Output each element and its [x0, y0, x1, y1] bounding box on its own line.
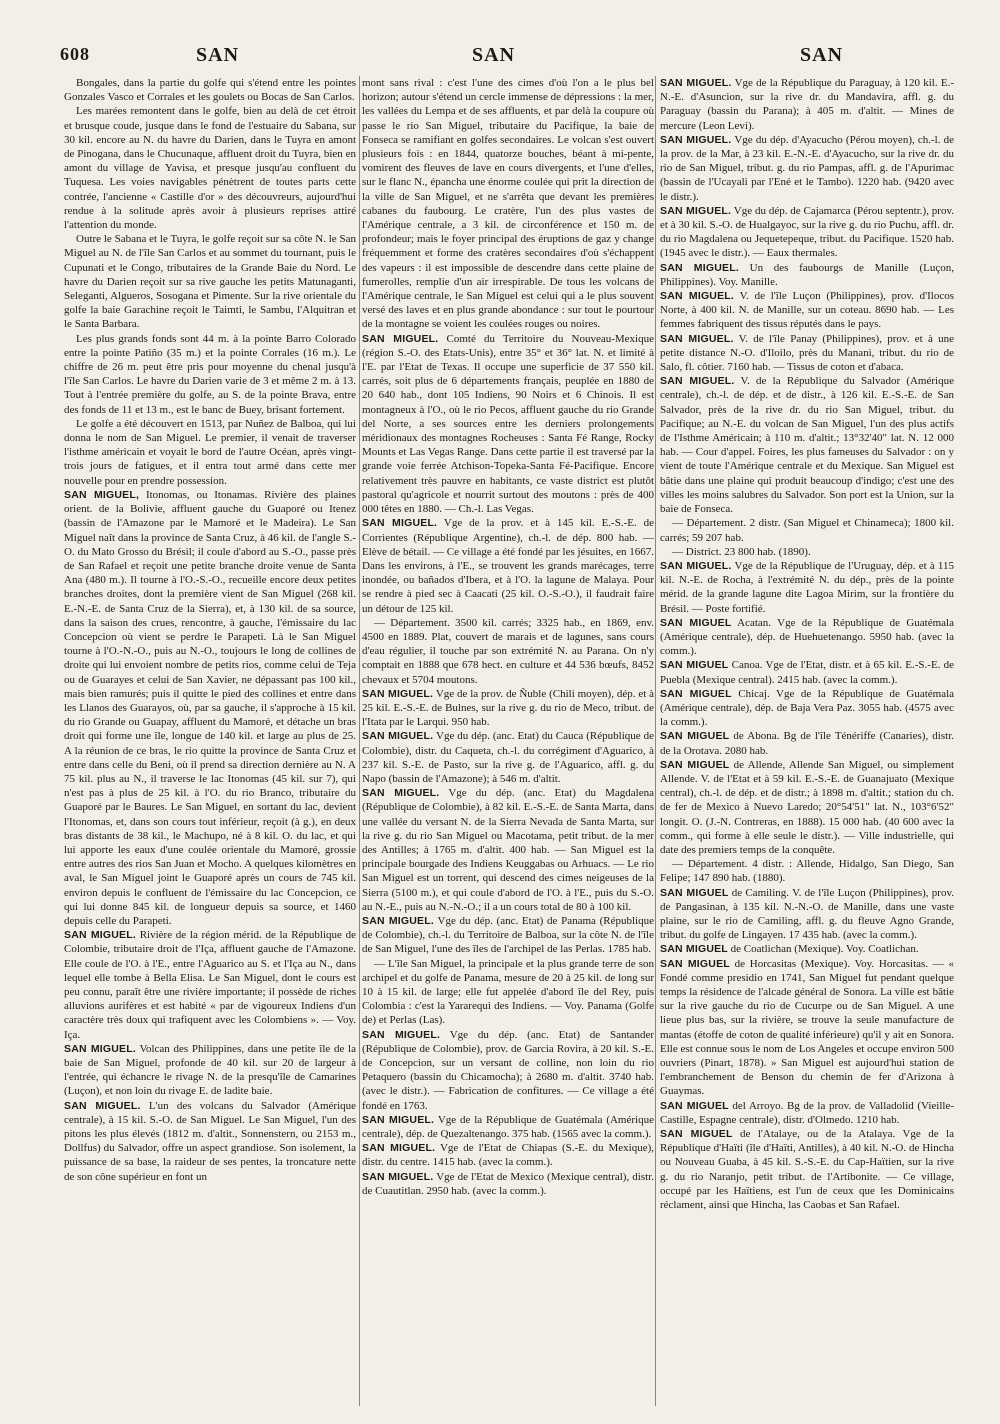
paragraph-text: — Département. 4 distr. : Allende, Hidalgo, San Diego, San Felipe; 147 890 hab. (1880). — [660, 858, 954, 885]
dictionary-entry — [362, 1113, 654, 1141]
entry-headword: SAN MIGUEL. — [362, 730, 434, 743]
text-paragraph — [362, 957, 654, 1028]
entry-headword: SAN MIGUEL — [660, 943, 728, 956]
page-number: 608 — [60, 44, 90, 64]
dictionary-entry — [362, 516, 654, 615]
dictionary-entry — [64, 488, 356, 928]
text-paragraph — [660, 516, 954, 544]
dictionary-entry — [660, 559, 954, 616]
entry-headword: SAN MIGUEL — [660, 616, 732, 629]
dictionary-entry — [660, 658, 954, 686]
dictionary-entry — [660, 76, 954, 133]
dictionary-entry — [362, 914, 654, 957]
entry-text: Vge du dép. (anc. Etat) du Magdalena (République de Colombie), à 82 kil. E.-S.-E. de Santa Marta, dans une vallée du versant N. de la Sierra Nevada de Santa Marta, sur la rive g. du rio San Miguel ou Macotama, petit tribut. de la mer des Antilles; à 1765 m. d'altit. 400 hab. — San Miguel est la principale bourgade des Indiens Keuggabas ou Arhuacs. — Le rio San Miguel est un torrent, qui descend des cimes neigeuses de la Sierra (5100 m.), et qui coule d'abord de l'O. à l'E., puis du S.-O. au N.-E., puis au N.-N.-O.; il a un cours total de 80 à 100 kil. — [362, 787, 654, 913]
dictionary-entry — [660, 374, 954, 516]
entry-text: Acatan. Vge de la République de Guatémala (Amérique centrale), dép. de Huehuetenango. 5950 hab. (avec la comm.). — [660, 616, 954, 658]
entry-headword: SAN MIGUEL — [660, 1128, 733, 1141]
entry-headword: SAN MIGUEL — [660, 957, 730, 970]
entry-headword: SAN MIGUEL — [660, 730, 730, 743]
entry-text: Un des faubourgs de Manille (Luçon, Philippines). Voy. Manille. — [660, 261, 954, 288]
entry-text: Vge de l'Etat de Mexico (Mexique central), distr. de Cuautitlan. 2950 hab. (avec la comm.). — [362, 1170, 654, 1197]
entry-headword: SAN MIGUEL. — [362, 517, 438, 530]
entry-text: de Horcasitas (Mexique). Voy. Horcasitas. — « Fondé comme presidio en 1741, San Miguel fut pendant quelque temps la résidence de l'alcade général de Sonora. La ville est bâtie sur la rive gauche du rio de Cucurpe ou de San Miguel. A une lieue plus bas, sur la rivière, se trouve la seule manufacture de mantas (étoffe de coton de qualité inférieure) qu'il y ait en Sonora. Elle est connue sous le nom de Los Angeles et occupe environ 500 ouvriers (Pinart, 1878). » San Miguel est aujourd'hui station de l'embranchement de Benson du chemin de fer d'Arizona à Guaymas. — [660, 957, 954, 1098]
text-paragraph — [64, 332, 356, 417]
paragraph-text: Les marées remontent dans le golfe, bien au delà de cet étroit et brusque coude, jusque dans le fond de l'estuaire du Sabana, sur 30 kil. encore au N. du havre du Darien, dans le Tuyra en amont de Pinogana, dans le Chucunaque, affluent droit du Tuyra, bien en amont du village de Yavisa, et presque jusqu'au confluent du Tuquesa. Les voies navigables pénètrent de toutes parts cette contrée, l'ancienne « Castille d'or » des découvreurs, aujourd'hui rendue à la solitude après avoir à plusieurs reprises attiré l'attention du monde. — [64, 105, 356, 232]
entry-text: Itonomas, ou Itonamas. Rivière des plaines orient. de la Bolivie, affluent gauche du Guaporé ou Itenez (bassin de l'Amazone par le Mamoré et le Madeira). Le San Miguel naît dans la province de Santa Cruz, à 46 kil. de l'angle S.-O. du Mato Grosso du Brésil; il coule d'abord au S.-O., passe près de San Rafael et reçoit une petite branche droite venue de Santa Ana (480 m.). Il tourne à l'O.-S.-O., recueille encore deux petites branches droites, dont la première vient de San Miguel (268 kil. E.-N.-E. de Santa Cruz de la Sierra), et, à 130 kil. de sa source, dans la saison des crues, rencontre, à gauche, l'émissaire du lac Concepcion où vient se perdre le Parapeti. Là le San Miguel tourne à l'O.-N.-O., puis au N.-O., toujours le long de collines de droite qui lui envoient nombre de petits rios, comme celui de Teja ou de Guarayes et celui de San Xavier, ne dépassant pas 100 kil., mais bien ramurés; puis il quitte le pied des collines et entre dans les Llanos des Guarayos, où, par sa gauche, il s'approche à 15 kil. du rio Grande ou Guapay, affluent du Mamoré, et détache un bras droit qui forme une île, longue de 140 kil. et large au plus de 25. A la réunion de ce bras, le rio quitte la province de Santa Cruz et entre dans celle du Beni, où il prend sa direction dernière au N. A 75 kil. plus au N., il traverse le lac Itonomas (45 kil. sur 7), qui n'est pas à plus de 25 kil. à l'O. du rio Branco, tributaire du Guaporé par le Baures. Le San Miguel, en sortant du lac, devient l'Itonomas, et, dans son cours tout inférieur, reçoit (à g.), en deux bras distants de 38 kil., le Machupo, né à 8 kil. O. du lac, et qui lui apporte les eaux d'une coulée orientale du Mamoré, grossie entre autres des rios San Juan et Mocho. A quelques kilomètres en aval, le San Miguel joint le Guaporé après un cours de 745 kil. environ depuis le confluent de l'émissaire du lac Concepcion, ce qui lui donne 845 kil. de longueur depuis sa source, et 1460 depuis celle du Parapeti. — [64, 488, 356, 927]
column-rule-1 — [359, 76, 360, 1406]
paragraph-text: — Département. 2 distr. (San Miguel et Chinameca); 1800 kil. carrés; 59 207 hab. — [660, 517, 954, 544]
entry-text: Vge de la République du Paraguay, à 120 kil. E.-N.-E. d'Asuncion, sur la rive dr. du Mandavira, affl. g. du Paraguay (bassin du Parana); à 405 m. d'altit. — Mines de mercure (Leon Levi). — [660, 77, 954, 132]
dictionary-entry — [64, 1042, 356, 1099]
dictionary-entry — [64, 1099, 356, 1184]
dictionary-entry — [362, 687, 654, 730]
text-column-2 — [362, 76, 654, 1416]
dictionary-entry — [660, 729, 954, 757]
entry-text: Vge du dép. de Cajamarca (Pérou septentr.), prov. et à 30 kil. S.-O. de Hualgayoc, sur la rive g. du rio Puchu, affl. dr. du rio Magdalena ou Jequetepeque, tribut. du Pacifique. 1520 hab. (1945 avec le distr.). — Eaux thermales. — [660, 204, 954, 260]
paragraph-text: Bongales, dans la partie du golfe qui s'étend entre les pointes Gonzales Vasco et Corrales et les goulets ou Bocas de San Carlos. — [64, 77, 356, 104]
entry-headword: SAN MIGUEL. — [64, 1099, 141, 1112]
dictionary-entry — [660, 957, 954, 1099]
dictionary-entry — [660, 616, 954, 659]
entry-headword: SAN MIGUEL — [660, 886, 729, 899]
dictionary-entry — [362, 1141, 654, 1169]
entry-text: Comté du Territoire du Nouveau-Mexique (région S.-O. des Etats-Unis), entre 35° et 36° lat. N. et limité à l'E. par l'Etat de Texas. Il occupe une superficie de 37 550 kil. carrés, soit plus de 6 départements français, peuplée en 1880 de 20 640 hab., dont 105 Indiens, 90 Noirs et 6 Chinois. Il est montagneux à l'O., où le rio Pecos, affluent gauche du rio Grande del Norte, a ses sources entre les derniers prolongements méridionaux des montagnes Rocheuses : Santa Fé Range, Rocky Mounts et Las Vegas Range. Dans cette partie il est traversé par la grande voie ferrée Atchison-Topeka-Santa Fé-Pacifique. Encore relativement très pauvre en habitants, ce vaste district est plutôt pastoral qu'agricole et nourrit surtout des moutons : près de 400 000 têtes en 1880. — Ch.-l. Las Vegas. — [362, 332, 654, 516]
paragraph-text: — District. 23 800 hab. (1890). — [672, 545, 811, 558]
entry-headword: SAN MIGUEL — [660, 758, 730, 771]
entry-text: V. de la République du Salvador (Amérique centrale), ch.-l. de dép. et de distr., à 126 kil. E.-S.-E. de San Salvador, près de la rive dr. du rio San Miguel, tribut. du Pacifique; au N.-E. du volcan de San Miguel, l'un des plus actifs de l'Isthme Américain; à 110 m. d'altit.; 13°32'40" lat. N. 12 000 hab. — Cour d'appel. Foires, les plus fameuses du Salvador : on y vient de toute l'Amérique centrale et du Mexique. San Miguel est bâtie dans une plaine qui produit beaucoup d'indigo; c'est une des villes les moins salubres du Salvador. Son port est la Union, sur la baie de Fonseca. — [660, 375, 954, 516]
entry-headword: SAN MIGUEL. — [362, 332, 439, 345]
dictionary-entry — [660, 1127, 954, 1212]
entry-headword: SAN MIGUEL. — [660, 290, 735, 303]
entry-headword: SAN MIGUEL. — [362, 687, 434, 700]
dictionary-entry — [660, 942, 954, 956]
entry-text: L'un des volcans du Salvador (Amérique centrale), à 15 kil. S.-O. de San Miguel. Le San Miguel, l'un des pitons les plus élevés (1812 m. d'altit., Sonnenstern, ou 2153 m., Dollfus) du Salvador, offre un aspect grandiose. Son isolement, la puissance de sa base, la raideur de ses pentes, la troncature nette de son cône supérieur en font un — [64, 1099, 356, 1183]
entry-text: de Camiling. V. de l'île Luçon (Philippines), prov. de Pangasinan, à 135 kil. N.-N.-O. de Manille, dans une vaste plaine, sur le rio de Camiling, affl. g. du fleuve Agno Grande, tribut. du golfe de Lingayen. 17 435 hab. (avec la comm.). — [660, 886, 954, 942]
entry-text: Vge de l'Etat de Chiapas (S.-E. du Mexique), distr. du centre. 1415 hab. (avec la comm.). — [362, 1142, 654, 1169]
entry-headword: SAN MIGUEL, — [64, 488, 140, 501]
dictionary-entry — [660, 261, 954, 289]
entry-text: de Abona. Bg de l'île Ténériffe (Canaries), distr. de la Orotava. 2080 hab. — [660, 730, 954, 757]
entry-headword: SAN MIGUEL. — [660, 375, 735, 388]
entry-headword: SAN MIGUEL — [660, 659, 729, 672]
entry-text: Vge du dép. (anc. Etat) du Cauca (République de Colombie), distr. du Caqueta, ch.-l. du corrégiment d'Aguarico, à 237 kil. S.-E. de Pasto, sur la rive g. de l'Aguarico, affl. g. du Napo (bassin de l'Amazone); à 546 m. d'altit. — [362, 730, 654, 785]
entry-headword: SAN MIGUEL. — [362, 1028, 441, 1041]
entry-headword: SAN MIGUEL. — [64, 1042, 136, 1055]
entry-text: V. de l'île Panay (Philippines), prov. et à une petite distance N.-O. d'Iloilo, près du Manani, tribut. du rio de Salo, fl. côtier. 7160 hab. — Tissus de coton et d'abaca. — [660, 332, 954, 374]
entry-text: de Coatlichan (Mexique). Voy. Coatlichan. — [730, 943, 919, 956]
text-paragraph — [362, 76, 654, 332]
dictionary-entry — [660, 1099, 954, 1127]
entry-headword: SAN MIGUEL. — [660, 77, 732, 89]
column-rule-2 — [655, 76, 656, 1406]
running-head-center: SAN — [472, 44, 516, 66]
entry-text: Vge du dép. d'Ayacucho (Pérou moyen), ch.-l. de la prov. de la Mar, à 23 kil. E.-N.-E. d'Ayacucho, sur la rive dr. du rio de San Miguel, tribut. g. du rio Pampas, affl. g. de l'Apurimac (bassin de l'Ucayali par l'Ené et le Tambo). 1220 hab. (9420 avec le distr.). — [660, 133, 954, 203]
entry-headword: SAN MIGUEL. — [660, 133, 732, 146]
entry-text: de Allende, Allende San Miguel, ou simplement Allende. V. de l'Etat et à 59 kil. E.-S.-E. de Guanajuato (Mexique central), ch.-l. de dép. et de distr.; à 1898 m. d'altit.; station du ch. de fer de Mexico à Nuevo Laredo; 20°54'51" lat. N., 103°6'52" longit. O. (J.-N. Contreras, en 1888). 15 000 hab. (40 600 avec la comm., qui forme à elle seule le distr.). — Ville industrielle, qui date des premiers temps de la conquête. — [660, 758, 954, 856]
paragraph-text: Les plus grands fonds sont 44 m. à la pointe Barro Colorado entre la pointe Patiño (35 m.) et la pointe Corrales (16 m.). Le chiffre de 26 m. peut être pris pour moyenne du chenal jusqu'à l'île San Carlos. Le havre du Darien varie de 3 et même 2 m. à 13. Tout à l'entrée première du golfe, au S. de la pointe Brava, entre des fonds de 11 et 13 m., est le banc de Buey, brisant fortement. — [64, 332, 356, 416]
dictionary-entry — [660, 687, 954, 730]
paragraph-text: — L'île San Miguel, la principale et la plus grande terre de son archipel et du golfe de Panama, mesure de 20 à 25 kil. de long sur 10 à 15 kil. de large; elle fut appelée d'abord île del Rey, puis Colombia : c'est la Yararequi des Indiens. — Voy. Panama (Golfe de) et Perlas (Las). — [362, 957, 654, 1027]
dictionary-entry — [660, 886, 954, 943]
dictionary-entry — [660, 289, 954, 332]
dictionary-entry — [660, 133, 954, 204]
dictionary-entry — [660, 758, 954, 857]
entry-headword: SAN MIGUEL — [660, 1099, 729, 1112]
entry-headword: SAN MIGUEL. — [660, 261, 739, 274]
entry-text: Vge du dép. (anc. Etat) de Panama (République de Colombie), ch.-l. du Territoire de Balboa, sur la côte N. de l'île de San Miguel, l'une des îles de l'archipel de las Perlas. 1785 hab. — [362, 914, 654, 956]
entry-text: del Arroyo. Bg de la prov. de Valladolid (Vieille-Castille, Espagne centrale), distr. d'Olmedo. 1210 hab. — [660, 1099, 954, 1126]
entry-text: Volcan des Philippines, dans une petite île de la baie de San Miguel, profonde de 40 kil. sur 20 de largeur à l'entrée, qui échancre le rivage N. de la presqu'île de Camarines (Luçon), et non loin du rivage E. de ladite baie. — [64, 1042, 356, 1098]
entry-text: Vge de la prov. de Ñuble (Chili moyen), dép. et à 25 kil. E.-S.-E. de Bulnes, sur la rive g. du rio de Meco, tribut. de l'Itata par le Larqui. 950 hab. — [362, 687, 654, 729]
entry-text: Vge de la République de Guatémala (Amérique centrale), dép. de Quezaltenango. 375 hab. (1565 avec la comm.). — [362, 1113, 654, 1141]
entry-headword: SAN MIGUEL. — [362, 1170, 434, 1183]
running-head-right: SAN — [800, 44, 844, 66]
paragraph-text: Outre le Sabana et le Tuyra, le golfe reçoit sur sa côte N. le San Miguel au N. de l'île San Carlos et au sommet du tournant, puis le Cupunati et le Congo, tributaires de la Grande Baie du Nord. Le havre du Darien reçoit sur sa rive gauche les petits Matunaganti, Seleganti, Algueros, Sosogana et Pimente. Sur la rive orientale du golfe la baie Garachine reçoit le Taimti, le Sambu, l'Alquitran et le Santa Barbara. — [64, 233, 356, 331]
dictionary-entry — [362, 729, 654, 786]
entry-text: de l'Atalaye, ou de la Atalaya. Vge de la République d'Haïti (île d'Haïti, Antilles), à 40 kil. N.-O. de Hincha ou Nouveau Guaba, à 45 kil. S.-S.-E. du Cap-Haïtien, sur la rive g. du rio Naranjo, petit tribut. de l'Artibonite. — Ce village, occupé par les Haïtiens, est l'un de ceux que les Dominicains réclament, ainsi que Hincha, las Caobas et San Rafael. — [660, 1128, 954, 1212]
entry-headword: SAN MIGUEL. — [362, 787, 440, 800]
dictionary-entry — [660, 204, 954, 261]
text-paragraph — [64, 104, 356, 232]
text-paragraph — [660, 857, 954, 885]
dictionary-entry — [362, 1170, 654, 1198]
entry-text: Vge de la prov. et à 145 kil. E.-S.-E. de Corrientes (République Argentine), ch.-l. de dép. 800 hab. — Elève de bétail. — Ce village a été fondé par les jésuites, en 1667. Dans les environs, à l'E., se trouvent les grands marécages, terre inondée, ou bañados d'Ibera, et à l'O. la lagune de Malaya. Pour se rendre à pied sec à Caacati (25 kil. O.-S.-O.), il faudrait faire un détour de 125 kil. — [362, 517, 654, 615]
text-paragraph — [660, 545, 954, 559]
dictionary-entry — [362, 1028, 654, 1113]
paragraph-text: Le golfe a été découvert en 1513, par Nuñez de Balboa, qui lui donna le nom de San Miguel. Le premier, il venait de traverser l'isthme américain et voyait le bord de l'autre Océan, après vingt-trois jours de fatigues, et il entra tout armé dans cette mer nouvelle pour en prendre possession. — [64, 417, 356, 487]
text-paragraph — [64, 232, 356, 331]
entry-headword: SAN MIGUEL. — [660, 204, 732, 217]
running-head-left: SAN — [196, 44, 240, 66]
paragraph-text: — Département. 3500 kil. carrés; 3325 hab., en 1869, env. 4500 en 1889. Plat, couvert de marais et de lagunes, sans cours d'eau régulier, il touche par son extrémité N. au Parana. On n'y comptait en 1888 que 678 hect. en culture et 44 536 bœufs, 8452 chevaux et 5704 moutons. — [362, 616, 654, 686]
entry-headword: SAN MIGUEL. — [660, 559, 732, 572]
dictionary-entry — [64, 928, 356, 1042]
dictionary-entry — [660, 332, 954, 375]
text-paragraph — [64, 417, 356, 488]
entry-headword: SAN MIGUEL. — [660, 332, 734, 345]
entry-headword: SAN MIGUEL. — [362, 1113, 435, 1126]
paragraph-text: mont sans rival : c'est l'une des cimes d'où l'on a le plus bel horizon; autour s'étend un cercle immense de dépressions : la mer, les vallées du Lempa et de ses affluents, et par delà la coupure où passe le rio San Miguel, tributaire du Pacifique, la baie de Fonseca se ramifiant en golfes secondaires. Le volcan s'est ouvert plusieurs fois : en 1844, quatorze bouches, béant à mi-pente, vomirent des fleuves de lave en cours divergents, et l'une d'elles, sur le flanc N., épancha une énorme coulée qui prit la direction de la ville de San Miguel, et ne s'arrêta que devant les premières cabanes du faubourg. Le cratère, l'un des plus vastes de l'Amérique centrale, a 3 kil. de circonférence et 150 m. de profondeur; mais le foyer principal des éruptions de gaz y change fréquemment et forme des cratères secondaires d'où s'échappent des vapeurs : il est impossible de descendre dans cette plaine de fumerolles, remplie d'un air irrespirable. De tous les volcans de l'Amérique centrale, le San Miguel est celui qui a le plus souvent versé des laves et en plus grande abondance : sur tout le pourtour de la montagne se voient les coulées rouges ou noires. — [362, 77, 654, 331]
entry-headword: SAN MIGUEL — [660, 687, 732, 700]
dictionary-entry — [362, 786, 654, 914]
entry-text: Rivière de la région mérid. de la République de Colombie, tributaire droit de l'Iça, affluent gauche de l'Amazone. Elle coule de l'O. à l'E., entre l'Aguarico au S. et l'Iça au N., dans lequel elle tombe à Bella Elisa. Le San Miguel, dont le cours est peu connu, paraît être une rivière importante; il possède de riches alluvions aurifères et est habité « par de vigoureux Indiens d'un caractère très doux qui trafiquent avec les Colombiens ». — Voy. Iça. — [64, 929, 356, 1041]
text-column-1 — [64, 76, 356, 1416]
entry-headword: SAN MIGUEL. — [362, 1142, 436, 1155]
text-column-3 — [660, 76, 954, 1416]
entry-headword: SAN MIGUEL. — [64, 929, 136, 942]
text-paragraph — [64, 76, 356, 104]
entry-text: Vge de la République de l'Uruguay, dép. et à 115 kil. N.-E. de Rocha, à l'extrémité N. du dép., près de la pointe mérid. de la grande lagune dite Lagoa Mirim, sur la frontière du Brésil. — Poste fortifié. — [660, 559, 954, 615]
entry-text: Canoa. Vge de l'Etat, distr. et à 65 kil. E.-S.-E. de Puebla (Mexique central). 2415 hab. (avec la comm.). — [660, 659, 954, 686]
entry-text: V. de l'île Luçon (Philippines), prov. d'Ilocos Norte, à 400 kil. N. de Manille, sur un coteau. 8690 hab. — Les femmes fabriquent des tissus réputés dans le pays. — [660, 290, 954, 331]
entry-text: Vge du dép. (anc. Etat) de Santander (République de Colombie), prov. de Garcia Rovira, à 20 kil. S.-E. de Concepcion, sur un versant de colline, non loin du rio Petaquero (bassin du Chicamocha); à 2680 m. d'altit. 3740 hab. (avec le distr.). — Fabrication de confitures. — Ce village a été fondé en 1763. — [362, 1028, 654, 1112]
dictionary-entry — [362, 332, 654, 517]
entry-headword: SAN MIGUEL. — [362, 914, 434, 927]
entry-text: Chicaj. Vge de la République de Guatémala (Amérique centrale), dép. de Baja Vera Paz. 3055 hab. (4575 avec la comm.). — [660, 687, 954, 729]
text-paragraph — [362, 616, 654, 687]
